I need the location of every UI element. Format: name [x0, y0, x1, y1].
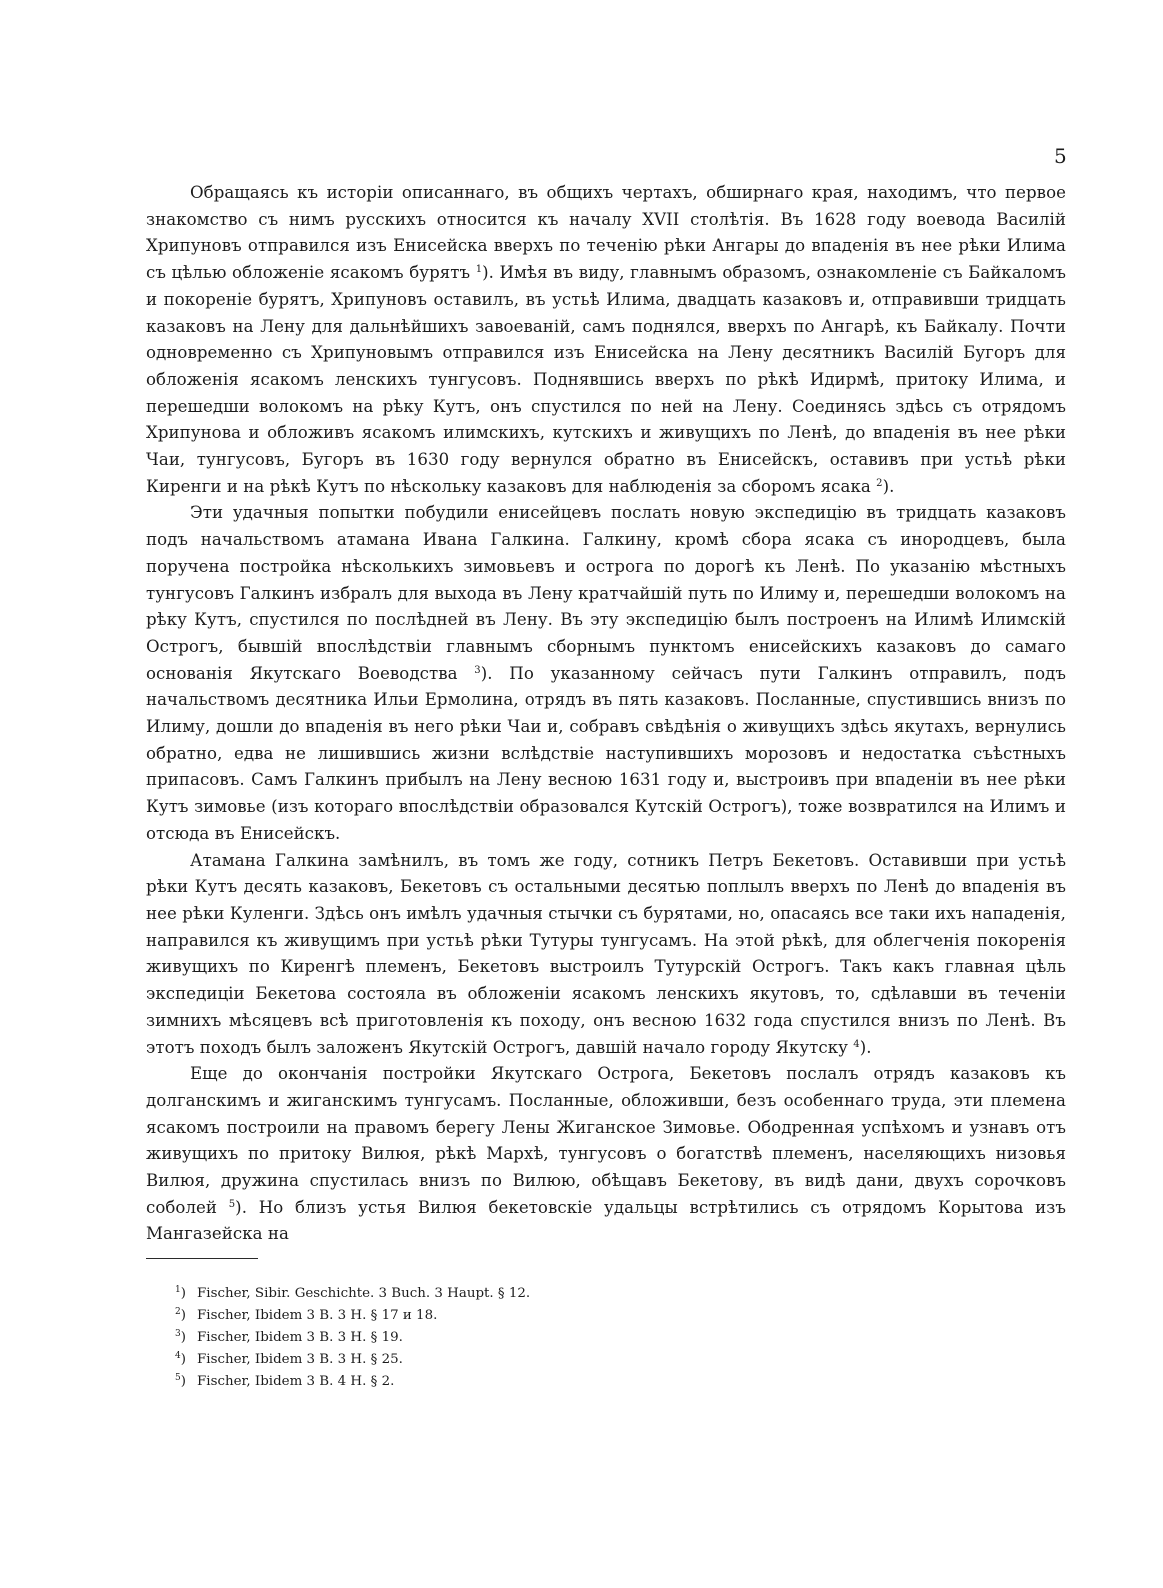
footnote-reference: 3: [474, 664, 481, 676]
footnote-text: Fischer, Ibidem 3 B. 3 H. § 17 и 18.: [197, 1308, 438, 1323]
footnote-paren: ): [180, 1374, 186, 1389]
paragraph: [146, 848, 1066, 1062]
footnote-mark: [175, 1327, 197, 1349]
paragraph-text: ). По указанному сейчасъ пути Галкинъ отправилъ, подъ начальствомъ десятника Ильи Ермолина, отрядъ въ пять казаковъ. Посланные, спустившись внизъ по Илиму, дошли до впаденія въ него рѣки Чаи и, собравъ свѣдѣнія о живущихъ здѣсь якутахъ, вернулись обратно, едва не лишившись жизни вслѣдствіе наступившихъ морозовъ и недостатка съѣстныхъ припасовъ. Самъ Галкинъ прибылъ на Лену весною 1631 году и, выстроивъ при впаденіи въ нее рѣки Кутъ зимовье (изъ котораго впослѣдствіи образовался Кутскій Острогъ), тоже возвратился на Илимъ и отсюда въ Енисейскъ.: [146, 663, 1066, 843]
footnote-reference: 2: [876, 477, 883, 489]
footnote-reference: 4: [853, 1038, 860, 1050]
paragraph-text: ).: [882, 476, 895, 496]
paragraph-text: ). Но близъ устья Вилюя бекетовскіе удальцы встрѣтились съ отрядомъ Корытова изъ Мангазейска на: [146, 1197, 1066, 1244]
paragraph: [146, 180, 1066, 500]
paragraph-text: ). Имѣя въ виду, главнымъ образомъ, ознакомленіе съ Байкаломъ и покореніе бурятъ, Хрипуновъ оставилъ, въ устьѣ Илима, двадцать казаковъ и, отправивши тридцать казаковъ на Лену для дальнѣйшихъ завоеваній, самъ поднялся, вверхъ по Ангарѣ, къ Байкалу. Почти одновременно съ Хрипуновымъ отправился изъ Енисейска на Лену десятникъ Василій Бугоръ для обложенія ясакомъ ленскихъ тунгусовъ. Поднявшись вверхъ по рѣкѣ Идирмѣ, притоку Илима, и перешедши волокомъ на рѣку Кутъ, онъ спустился по ней на Лену. Соединясь здѣсь съ отрядомъ Хрипунова и обложивъ ясакомъ илимскихъ, кутскихъ и живущихъ по Ленѣ, до впаденія въ нее рѣки Чаи, тунгусовъ, Бугоръ въ 1630 году вернулся обратно въ Енисейскъ, оставивъ при устьѣ рѣки Киренги и на рѣкѣ Кутъ по нѣскольку казаковъ для наблюденія за сборомъ ясака: [146, 263, 1066, 496]
footnote-reference: 5: [228, 1198, 236, 1210]
paragraph: [146, 1061, 1066, 1248]
paragraph-text: ).: [859, 1037, 872, 1057]
footnote-paren: ): [180, 1352, 186, 1367]
footnote-item: [175, 1283, 775, 1305]
footnote-number: 5: [175, 1373, 181, 1383]
footnote-number: 2: [175, 1307, 181, 1317]
footnote-item: [175, 1305, 775, 1327]
footnote-text: Fischer, Ibidem 3 B. 3 H. § 19.: [197, 1330, 403, 1345]
footnote-divider: [146, 1258, 258, 1259]
paragraph-text: Атамана Галкина замѣнилъ, въ томъ же году, сотникъ Петръ Бекетовъ. Оставивши при устьѣ рѣки Кутъ десять казаковъ, Бекетовъ съ остальными десятью поплылъ вверхъ по Ленѣ до впаденія въ нее рѣки Куленги. Здѣсь онъ имѣлъ удачныя стычки съ бурятами, но, опасаясь все таки ихъ нападенія, направился къ живущимъ при устьѣ рѣки Тутуры тунгусамъ. На этой рѣкѣ, для облегченія покоренія живущихъ по Киренгѣ племенъ, Бекетовъ выстроилъ Тутурскій Острогъ. Такъ какъ главная цѣль экспедиціи Бекетова состояла въ обложеніи ясакомъ ленскихъ якутовъ, то, сдѣлавши въ теченіи зимнихъ мѣсяцевъ всѣ приготовленія къ походу, онъ весною 1632 года спустился внизъ по Ленѣ. Въ этотъ походъ былъ заложенъ Якутскій Острогъ, давшій начало городу Якутску: [146, 850, 1066, 1057]
footnotes: [175, 1283, 775, 1393]
footnote-paren: ): [180, 1308, 186, 1323]
footnote-item: [175, 1327, 775, 1349]
footnote-mark: [175, 1305, 197, 1327]
footnote-number: 1: [175, 1285, 181, 1295]
footnote-mark: [175, 1283, 197, 1305]
footnote-mark: [175, 1371, 197, 1393]
footnote-paren: ): [180, 1330, 186, 1345]
footnote-item: [175, 1349, 775, 1371]
footnote-text: Fischer, Ibidem 3 B. 3 H. § 25.: [197, 1352, 403, 1367]
paragraph-text: Обращаясь къ исторіи описаннаго, въ общихъ чертахъ, обширнаго края, находимъ, что первое знакомство съ нимъ русскихъ относится къ началу XVII столѣтія. Въ 1628 году воевода Василій Хрипуновъ отправился изъ Енисейска вверхъ по теченію рѣки Ангары до впаденія въ нее рѣки Илима съ цѣлью обложеніе ясакомъ бурятъ: [146, 183, 1066, 283]
body-text: [146, 180, 1066, 1248]
footnote-item: [175, 1371, 775, 1393]
footnote-text: Fischer, Sibir. Geschichte. 3 Buch. 3 Haupt. § 12.: [197, 1286, 531, 1301]
paragraph: [146, 500, 1066, 847]
footnote-number: 4: [175, 1351, 181, 1361]
paragraph-text: Еще до окончанія постройки Якутскаго Острога, Бекетовъ послалъ отрядъ казаковъ къ долганскимъ и жиганскимъ тунгусамъ. Посланные, обложивши, безъ особеннаго труда, эти племена ясакомъ построили на правомъ берегу Лены Жиганское Зимовье. Ободренная успѣхомъ и узнавъ отъ живущихъ по притоку Вилюя, рѣкѣ Мархѣ, тунгусовъ о богатствѣ племенъ, населяющихъ низовья Вилюя, дружина спустилась внизъ по Вилюю, обѣщавъ Бекетову, въ видѣ дани, двухъ сорочковъ соболей: [146, 1064, 1066, 1217]
footnote-text: Fischer, Ibidem 3 B. 4 H. § 2.: [197, 1374, 395, 1389]
page-number: 5: [1054, 144, 1067, 168]
footnote-paren: ): [180, 1286, 186, 1301]
paragraph-text: Эти удачныя попытки побудили енисейцевъ послать новую экспедицію въ тридцать казаковъ подъ начальствомъ атамана Ивана Галкина. Галкину, кромѣ сбора ясака съ инородцевъ, была поручена постройка нѣсколькихъ зимовьевъ и острога по дорогѣ къ Ленѣ. По указанію мѣстныхъ тунгусовъ Галкинъ избралъ для выхода въ Лену кратчайшій путь по Илиму и, перешедши волокомъ на рѣку Кутъ, спустился по послѣдней въ Лену. Въ эту экспедицію былъ построенъ на Илимѣ Илимскій Острогъ, бывшій впослѣдствіи главнымъ сборнымъ пунктомъ енисейскихъ казаковъ до самаго основанія Якутскаго Воеводства: [146, 503, 1066, 683]
footnote-mark: [175, 1349, 197, 1371]
footnote-number: 3: [175, 1329, 181, 1339]
footnote-reference: 1: [475, 264, 483, 276]
